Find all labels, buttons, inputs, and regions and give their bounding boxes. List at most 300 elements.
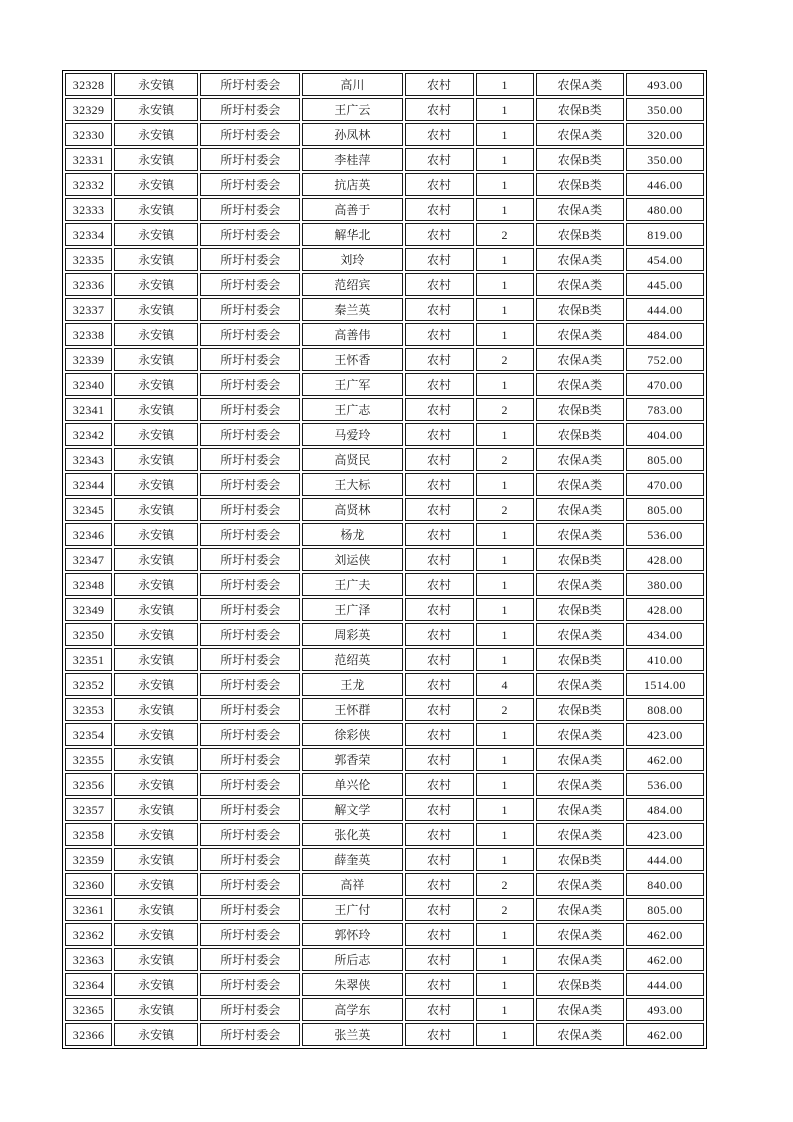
cell-record-id: 32343 bbox=[65, 448, 112, 471]
cell-village-committee: 所圩村委会 bbox=[200, 773, 300, 796]
cell-person-count: 2 bbox=[476, 498, 534, 521]
cell-town: 永安镇 bbox=[114, 373, 198, 396]
cell-residence-type: 农村 bbox=[405, 148, 474, 171]
cell-person-count: 1 bbox=[476, 473, 534, 496]
cell-record-id: 32344 bbox=[65, 473, 112, 496]
cell-residence-type: 农村 bbox=[405, 398, 474, 421]
cell-insurance-category: 农保A类 bbox=[536, 373, 624, 396]
cell-residence-type: 农村 bbox=[405, 573, 474, 596]
cell-person-name: 王广夫 bbox=[302, 573, 402, 596]
cell-residence-type: 农村 bbox=[405, 448, 474, 471]
cell-person-count: 1 bbox=[476, 748, 534, 771]
cell-record-id: 32345 bbox=[65, 498, 112, 521]
cell-insurance-category: 农保B类 bbox=[536, 398, 624, 421]
cell-town: 永安镇 bbox=[114, 998, 198, 1021]
cell-village-committee: 所圩村委会 bbox=[200, 623, 300, 646]
cell-amount: 428.00 bbox=[626, 598, 704, 621]
cell-amount: 380.00 bbox=[626, 573, 704, 596]
cell-residence-type: 农村 bbox=[405, 473, 474, 496]
cell-town: 永安镇 bbox=[114, 448, 198, 471]
cell-residence-type: 农村 bbox=[405, 723, 474, 746]
cell-person-count: 1 bbox=[476, 173, 534, 196]
cell-person-name: 马爱玲 bbox=[302, 423, 402, 446]
cell-record-id: 32338 bbox=[65, 323, 112, 346]
cell-amount: 350.00 bbox=[626, 148, 704, 171]
cell-residence-type: 农村 bbox=[405, 898, 474, 921]
cell-insurance-category: 农保B类 bbox=[536, 223, 624, 246]
cell-record-id: 32329 bbox=[65, 98, 112, 121]
cell-insurance-category: 农保B类 bbox=[536, 973, 624, 996]
cell-village-committee: 所圩村委会 bbox=[200, 498, 300, 521]
cell-town: 永安镇 bbox=[114, 273, 198, 296]
cell-village-committee: 所圩村委会 bbox=[200, 573, 300, 596]
table-row bbox=[65, 973, 704, 996]
cell-amount: 805.00 bbox=[626, 498, 704, 521]
cell-insurance-category: 农保A类 bbox=[536, 73, 624, 96]
table-row bbox=[65, 498, 704, 521]
cell-town: 永安镇 bbox=[114, 198, 198, 221]
cell-town: 永安镇 bbox=[114, 573, 198, 596]
table-row bbox=[65, 998, 704, 1021]
table-row bbox=[65, 373, 704, 396]
cell-residence-type: 农村 bbox=[405, 748, 474, 771]
cell-record-id: 32336 bbox=[65, 273, 112, 296]
cell-insurance-category: 农保A类 bbox=[536, 773, 624, 796]
cell-person-name: 王怀香 bbox=[302, 348, 402, 371]
cell-town: 永安镇 bbox=[114, 723, 198, 746]
cell-person-count: 1 bbox=[476, 973, 534, 996]
cell-person-count: 1 bbox=[476, 773, 534, 796]
cell-person-name: 解文学 bbox=[302, 798, 402, 821]
cell-residence-type: 农村 bbox=[405, 223, 474, 246]
cell-residence-type: 农村 bbox=[405, 598, 474, 621]
cell-amount: 470.00 bbox=[626, 473, 704, 496]
cell-person-name: 杨龙 bbox=[302, 523, 402, 546]
cell-person-name: 郭香荣 bbox=[302, 748, 402, 771]
table-row bbox=[65, 323, 704, 346]
table-row bbox=[65, 623, 704, 646]
cell-record-id: 32350 bbox=[65, 623, 112, 646]
cell-village-committee: 所圩村委会 bbox=[200, 473, 300, 496]
cell-person-count: 1 bbox=[476, 73, 534, 96]
cell-person-count: 1 bbox=[476, 323, 534, 346]
cell-village-committee: 所圩村委会 bbox=[200, 123, 300, 146]
cell-town: 永安镇 bbox=[114, 173, 198, 196]
cell-residence-type: 农村 bbox=[405, 698, 474, 721]
table-row bbox=[65, 98, 704, 121]
table-row bbox=[65, 223, 704, 246]
cell-village-committee: 所圩村委会 bbox=[200, 273, 300, 296]
cell-record-id: 32347 bbox=[65, 548, 112, 571]
table-row bbox=[65, 898, 704, 921]
cell-record-id: 32328 bbox=[65, 73, 112, 96]
table-row bbox=[65, 648, 704, 671]
cell-person-count: 1 bbox=[476, 923, 534, 946]
cell-person-count: 1 bbox=[476, 273, 534, 296]
cell-person-count: 2 bbox=[476, 448, 534, 471]
cell-village-committee: 所圩村委会 bbox=[200, 598, 300, 621]
cell-town: 永安镇 bbox=[114, 423, 198, 446]
table-row bbox=[65, 123, 704, 146]
cell-amount: 454.00 bbox=[626, 248, 704, 271]
cell-village-committee: 所圩村委会 bbox=[200, 173, 300, 196]
cell-residence-type: 农村 bbox=[405, 648, 474, 671]
cell-town: 永安镇 bbox=[114, 848, 198, 871]
cell-person-name: 张兰英 bbox=[302, 1023, 402, 1046]
table-row bbox=[65, 748, 704, 771]
cell-residence-type: 农村 bbox=[405, 498, 474, 521]
cell-amount: 444.00 bbox=[626, 298, 704, 321]
cell-person-name: 周彩英 bbox=[302, 623, 402, 646]
cell-town: 永安镇 bbox=[114, 673, 198, 696]
cell-residence-type: 农村 bbox=[405, 298, 474, 321]
cell-insurance-category: 农保A类 bbox=[536, 1023, 624, 1046]
cell-residence-type: 农村 bbox=[405, 923, 474, 946]
cell-insurance-category: 农保A类 bbox=[536, 348, 624, 371]
cell-person-name: 高贤民 bbox=[302, 448, 402, 471]
cell-residence-type: 农村 bbox=[405, 523, 474, 546]
cell-town: 永安镇 bbox=[114, 973, 198, 996]
cell-town: 永安镇 bbox=[114, 898, 198, 921]
cell-residence-type: 农村 bbox=[405, 123, 474, 146]
table-row bbox=[65, 873, 704, 896]
cell-town: 永安镇 bbox=[114, 398, 198, 421]
cell-record-id: 32354 bbox=[65, 723, 112, 746]
cell-residence-type: 农村 bbox=[405, 373, 474, 396]
cell-insurance-category: 农保B类 bbox=[536, 548, 624, 571]
cell-village-committee: 所圩村委会 bbox=[200, 723, 300, 746]
cell-insurance-category: 农保A类 bbox=[536, 123, 624, 146]
cell-residence-type: 农村 bbox=[405, 798, 474, 821]
cell-person-name: 徐彩侠 bbox=[302, 723, 402, 746]
cell-village-committee: 所圩村委会 bbox=[200, 73, 300, 96]
cell-person-name: 王怀群 bbox=[302, 698, 402, 721]
table-row bbox=[65, 473, 704, 496]
cell-record-id: 32332 bbox=[65, 173, 112, 196]
cell-record-id: 32342 bbox=[65, 423, 112, 446]
cell-record-id: 32351 bbox=[65, 648, 112, 671]
cell-village-committee: 所圩村委会 bbox=[200, 873, 300, 896]
cell-residence-type: 农村 bbox=[405, 548, 474, 571]
cell-person-count: 1 bbox=[476, 948, 534, 971]
cell-person-name: 刘玲 bbox=[302, 248, 402, 271]
cell-town: 永安镇 bbox=[114, 598, 198, 621]
cell-village-committee: 所圩村委会 bbox=[200, 548, 300, 571]
cell-person-count: 1 bbox=[476, 198, 534, 221]
cell-record-id: 32358 bbox=[65, 823, 112, 846]
cell-record-id: 32359 bbox=[65, 848, 112, 871]
cell-insurance-category: 农保A类 bbox=[536, 823, 624, 846]
cell-person-name: 朱翠侠 bbox=[302, 973, 402, 996]
cell-village-committee: 所圩村委会 bbox=[200, 373, 300, 396]
cell-record-id: 32346 bbox=[65, 523, 112, 546]
cell-amount: 493.00 bbox=[626, 998, 704, 1021]
cell-residence-type: 农村 bbox=[405, 323, 474, 346]
cell-village-committee: 所圩村委会 bbox=[200, 223, 300, 246]
table-row bbox=[65, 173, 704, 196]
table-row bbox=[65, 548, 704, 571]
cell-amount: 446.00 bbox=[626, 173, 704, 196]
cell-residence-type: 农村 bbox=[405, 348, 474, 371]
cell-record-id: 32353 bbox=[65, 698, 112, 721]
cell-residence-type: 农村 bbox=[405, 248, 474, 271]
cell-village-committee: 所圩村委会 bbox=[200, 798, 300, 821]
cell-town: 永安镇 bbox=[114, 823, 198, 846]
table-row bbox=[65, 398, 704, 421]
cell-amount: 783.00 bbox=[626, 398, 704, 421]
cell-residence-type: 农村 bbox=[405, 773, 474, 796]
cell-person-name: 高祥 bbox=[302, 873, 402, 896]
cell-insurance-category: 农保A类 bbox=[536, 898, 624, 921]
cell-town: 永安镇 bbox=[114, 873, 198, 896]
cell-village-committee: 所圩村委会 bbox=[200, 348, 300, 371]
cell-village-committee: 所圩村委会 bbox=[200, 298, 300, 321]
cell-residence-type: 农村 bbox=[405, 998, 474, 1021]
cell-insurance-category: 农保A类 bbox=[536, 248, 624, 271]
cell-person-count: 1 bbox=[476, 998, 534, 1021]
cell-person-count: 1 bbox=[476, 623, 534, 646]
cell-village-committee: 所圩村委会 bbox=[200, 198, 300, 221]
cell-insurance-category: 农保A类 bbox=[536, 998, 624, 1021]
cell-insurance-category: 农保A类 bbox=[536, 448, 624, 471]
cell-insurance-category: 农保A类 bbox=[536, 498, 624, 521]
cell-town: 永安镇 bbox=[114, 123, 198, 146]
cell-record-id: 32337 bbox=[65, 298, 112, 321]
cell-town: 永安镇 bbox=[114, 798, 198, 821]
cell-amount: 536.00 bbox=[626, 773, 704, 796]
cell-amount: 470.00 bbox=[626, 373, 704, 396]
cell-person-name: 高贤林 bbox=[302, 498, 402, 521]
cell-record-id: 32364 bbox=[65, 973, 112, 996]
cell-insurance-category: 农保B类 bbox=[536, 698, 624, 721]
cell-village-committee: 所圩村委会 bbox=[200, 248, 300, 271]
cell-person-count: 1 bbox=[476, 1023, 534, 1046]
cell-person-count: 1 bbox=[476, 423, 534, 446]
cell-person-count: 4 bbox=[476, 673, 534, 696]
cell-town: 永安镇 bbox=[114, 298, 198, 321]
cell-record-id: 32340 bbox=[65, 373, 112, 396]
table-row bbox=[65, 248, 704, 271]
cell-person-count: 2 bbox=[476, 348, 534, 371]
cell-record-id: 32362 bbox=[65, 923, 112, 946]
cell-residence-type: 农村 bbox=[405, 198, 474, 221]
cell-amount: 462.00 bbox=[626, 948, 704, 971]
cell-record-id: 32366 bbox=[65, 1023, 112, 1046]
table-row bbox=[65, 723, 704, 746]
cell-amount: 536.00 bbox=[626, 523, 704, 546]
cell-village-committee: 所圩村委会 bbox=[200, 523, 300, 546]
table-body bbox=[65, 73, 704, 1046]
cell-person-name: 所后志 bbox=[302, 948, 402, 971]
cell-residence-type: 农村 bbox=[405, 873, 474, 896]
cell-person-count: 1 bbox=[476, 723, 534, 746]
cell-record-id: 32361 bbox=[65, 898, 112, 921]
cell-person-name: 范绍宾 bbox=[302, 273, 402, 296]
cell-insurance-category: 农保A类 bbox=[536, 873, 624, 896]
cell-residence-type: 农村 bbox=[405, 1023, 474, 1046]
cell-residence-type: 农村 bbox=[405, 173, 474, 196]
cell-record-id: 32360 bbox=[65, 873, 112, 896]
cell-person-count: 1 bbox=[476, 248, 534, 271]
table-row bbox=[65, 1023, 704, 1046]
table-row bbox=[65, 423, 704, 446]
cell-insurance-category: 农保A类 bbox=[536, 923, 624, 946]
table-row bbox=[65, 923, 704, 946]
cell-person-name: 高善于 bbox=[302, 198, 402, 221]
cell-person-name: 单兴伦 bbox=[302, 773, 402, 796]
table-row bbox=[65, 948, 704, 971]
cell-insurance-category: 农保B类 bbox=[536, 298, 624, 321]
cell-town: 永安镇 bbox=[114, 223, 198, 246]
cell-amount: 805.00 bbox=[626, 448, 704, 471]
cell-record-id: 32333 bbox=[65, 198, 112, 221]
cell-amount: 350.00 bbox=[626, 98, 704, 121]
cell-amount: 444.00 bbox=[626, 848, 704, 871]
cell-record-id: 32339 bbox=[65, 348, 112, 371]
cell-town: 永安镇 bbox=[114, 1023, 198, 1046]
cell-person-name: 秦兰英 bbox=[302, 298, 402, 321]
cell-town: 永安镇 bbox=[114, 773, 198, 796]
cell-village-committee: 所圩村委会 bbox=[200, 98, 300, 121]
cell-insurance-category: 农保A类 bbox=[536, 948, 624, 971]
cell-person-name: 高川 bbox=[302, 73, 402, 96]
cell-insurance-category: 农保A类 bbox=[536, 523, 624, 546]
cell-person-name: 张化英 bbox=[302, 823, 402, 846]
cell-village-committee: 所圩村委会 bbox=[200, 898, 300, 921]
cell-amount: 423.00 bbox=[626, 823, 704, 846]
cell-amount: 445.00 bbox=[626, 273, 704, 296]
cell-town: 永安镇 bbox=[114, 323, 198, 346]
cell-person-name: 薛奎英 bbox=[302, 848, 402, 871]
cell-amount: 462.00 bbox=[626, 748, 704, 771]
table-row bbox=[65, 823, 704, 846]
cell-person-name: 王广泽 bbox=[302, 598, 402, 621]
table-row bbox=[65, 198, 704, 221]
cell-person-count: 1 bbox=[476, 148, 534, 171]
cell-village-committee: 所圩村委会 bbox=[200, 848, 300, 871]
cell-village-committee: 所圩村委会 bbox=[200, 398, 300, 421]
cell-amount: 819.00 bbox=[626, 223, 704, 246]
cell-insurance-category: 农保A类 bbox=[536, 198, 624, 221]
cell-village-committee: 所圩村委会 bbox=[200, 948, 300, 971]
cell-person-count: 1 bbox=[476, 123, 534, 146]
cell-record-id: 32352 bbox=[65, 673, 112, 696]
cell-town: 永安镇 bbox=[114, 698, 198, 721]
cell-insurance-category: 农保A类 bbox=[536, 623, 624, 646]
cell-person-count: 1 bbox=[476, 573, 534, 596]
table-row bbox=[65, 698, 704, 721]
cell-person-count: 1 bbox=[476, 848, 534, 871]
cell-village-committee: 所圩村委会 bbox=[200, 923, 300, 946]
cell-amount: 428.00 bbox=[626, 548, 704, 571]
cell-village-committee: 所圩村委会 bbox=[200, 648, 300, 671]
cell-person-count: 1 bbox=[476, 298, 534, 321]
table-row bbox=[65, 73, 704, 96]
cell-residence-type: 农村 bbox=[405, 98, 474, 121]
cell-town: 永安镇 bbox=[114, 348, 198, 371]
cell-insurance-category: 农保A类 bbox=[536, 273, 624, 296]
cell-residence-type: 农村 bbox=[405, 848, 474, 871]
table-row bbox=[65, 848, 704, 871]
table-row bbox=[65, 673, 704, 696]
cell-record-id: 32335 bbox=[65, 248, 112, 271]
cell-insurance-category: 农保A类 bbox=[536, 473, 624, 496]
cell-town: 永安镇 bbox=[114, 523, 198, 546]
cell-town: 永安镇 bbox=[114, 248, 198, 271]
table-row bbox=[65, 448, 704, 471]
table-row bbox=[65, 773, 704, 796]
cell-amount: 462.00 bbox=[626, 923, 704, 946]
cell-amount: 423.00 bbox=[626, 723, 704, 746]
cell-town: 永安镇 bbox=[114, 623, 198, 646]
cell-person-count: 1 bbox=[476, 823, 534, 846]
cell-record-id: 32348 bbox=[65, 573, 112, 596]
cell-person-name: 解华北 bbox=[302, 223, 402, 246]
cell-person-name: 王广付 bbox=[302, 898, 402, 921]
cell-record-id: 32357 bbox=[65, 798, 112, 821]
table-row bbox=[65, 348, 704, 371]
cell-record-id: 32341 bbox=[65, 398, 112, 421]
cell-person-count: 1 bbox=[476, 548, 534, 571]
cell-record-id: 32363 bbox=[65, 948, 112, 971]
cell-insurance-category: 农保B类 bbox=[536, 648, 624, 671]
table-row bbox=[65, 523, 704, 546]
cell-amount: 805.00 bbox=[626, 898, 704, 921]
cell-village-committee: 所圩村委会 bbox=[200, 148, 300, 171]
cell-person-name: 高善伟 bbox=[302, 323, 402, 346]
cell-town: 永安镇 bbox=[114, 98, 198, 121]
cell-record-id: 32334 bbox=[65, 223, 112, 246]
cell-insurance-category: 农保B类 bbox=[536, 848, 624, 871]
cell-amount: 493.00 bbox=[626, 73, 704, 96]
cell-town: 永安镇 bbox=[114, 498, 198, 521]
table-row bbox=[65, 798, 704, 821]
table-row bbox=[65, 148, 704, 171]
cell-person-count: 1 bbox=[476, 598, 534, 621]
cell-person-count: 1 bbox=[476, 798, 534, 821]
cell-record-id: 32365 bbox=[65, 998, 112, 1021]
cell-insurance-category: 农保B类 bbox=[536, 173, 624, 196]
data-table bbox=[62, 70, 707, 1049]
cell-person-count: 2 bbox=[476, 698, 534, 721]
cell-person-name: 郭怀玲 bbox=[302, 923, 402, 946]
cell-amount: 480.00 bbox=[626, 198, 704, 221]
cell-amount: 462.00 bbox=[626, 1023, 704, 1046]
cell-amount: 410.00 bbox=[626, 648, 704, 671]
cell-amount: 752.00 bbox=[626, 348, 704, 371]
cell-person-name: 李桂萍 bbox=[302, 148, 402, 171]
cell-insurance-category: 农保B类 bbox=[536, 148, 624, 171]
table-row bbox=[65, 573, 704, 596]
cell-residence-type: 农村 bbox=[405, 823, 474, 846]
cell-town: 永安镇 bbox=[114, 148, 198, 171]
cell-amount: 808.00 bbox=[626, 698, 704, 721]
cell-person-count: 2 bbox=[476, 223, 534, 246]
cell-amount: 320.00 bbox=[626, 123, 704, 146]
cell-person-count: 2 bbox=[476, 873, 534, 896]
cell-village-committee: 所圩村委会 bbox=[200, 823, 300, 846]
cell-town: 永安镇 bbox=[114, 948, 198, 971]
cell-amount: 840.00 bbox=[626, 873, 704, 896]
cell-residence-type: 农村 bbox=[405, 273, 474, 296]
cell-town: 永安镇 bbox=[114, 648, 198, 671]
cell-village-committee: 所圩村委会 bbox=[200, 748, 300, 771]
cell-residence-type: 农村 bbox=[405, 423, 474, 446]
cell-insurance-category: 农保B类 bbox=[536, 598, 624, 621]
cell-residence-type: 农村 bbox=[405, 673, 474, 696]
cell-record-id: 32331 bbox=[65, 148, 112, 171]
cell-insurance-category: 农保A类 bbox=[536, 748, 624, 771]
